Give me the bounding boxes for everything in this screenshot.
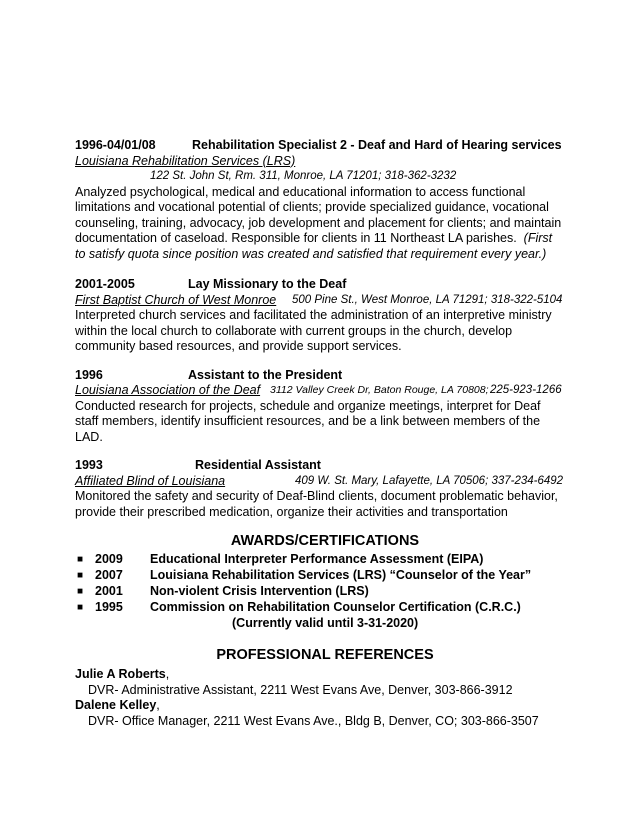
job-line: Analyzed psychological, medical and educational information to access functional (75, 184, 526, 199)
award-year: 2001 (95, 584, 123, 598)
award-text: Non-violent Crisis Intervention (LRS) (150, 584, 369, 598)
organization-name: Affiliated Blind of Louisiana (75, 473, 226, 488)
organization-name: Louisiana Association of the Deaf (75, 383, 261, 397)
job-org-address (75, 383, 575, 399)
job-line (75, 231, 575, 247)
job-line-text: documentation of caseload. Responsible for clients in 11 Northeast LA parishes. (75, 231, 517, 245)
job-org (75, 154, 575, 170)
job-org-address (75, 293, 575, 309)
award-text: Commission on Rehabilitation Counselor Certification (C.R.C.) (150, 600, 521, 614)
resume-page (75, 138, 575, 729)
award-item (75, 552, 575, 568)
reference-name: Julie A Roberts (75, 667, 166, 681)
square-bullet-icon: ■ (77, 602, 84, 613)
reference-detail: DVR- Administrative Assistant, 2211 West Evans Ave, Denver, 303-866-3912 (88, 682, 513, 697)
job-line: Conducted research for projects, schedule and organize meetings, interpret for Deaf (75, 398, 541, 413)
organization-address: 3112 Valley Creek Dr, Baton Rouge, LA 70808; (270, 384, 489, 396)
award-validity (75, 616, 575, 632)
reference-name-line (75, 698, 575, 714)
job-line: community based resources, and provide support services. (75, 339, 402, 353)
award-item (75, 600, 575, 616)
job-line: provide their prescribed medication, organize their activities and transportation (75, 504, 508, 519)
award-text: Educational Interpreter Performance Assessment (EIPA) (150, 552, 484, 566)
job-title: Rehabilitation Specialist 2 - Deaf and Hard of Hearing services (192, 138, 562, 152)
award-year: 2007 (95, 568, 123, 582)
job-date: 1996-04/01/08 (75, 138, 156, 152)
job-header (75, 277, 575, 293)
reference-detail: DVR- Office Manager, 2211 West Evans Ave., Bldg B, Denver, CO; 303-866-3507 (88, 713, 539, 728)
job-line: Interpreted church services and facilitated the administration of an interpretive ministry (75, 308, 552, 322)
job-line: LAD. (75, 429, 103, 444)
reference-separator: , (165, 667, 170, 681)
job-date: 1993 (75, 458, 103, 472)
square-bullet-icon: ■ (77, 570, 84, 581)
organization-address: 500 Pine St., West Monroe, LA 71291; 318-322-5104 (292, 293, 563, 306)
job-line: within the local church to collaborate with current groups in the church, develop (75, 323, 513, 338)
award-year: 2009 (95, 552, 123, 566)
square-bullet-icon: ■ (77, 586, 84, 597)
job-date: 1996 (75, 367, 103, 382)
award-year: 1995 (95, 600, 123, 614)
organization-name: First Baptist Church of West Monroe (75, 292, 277, 307)
job-title: Residential Assistant (195, 458, 321, 472)
job-title: Lay Missionary to the Deaf (188, 277, 347, 291)
job-note: (First (523, 231, 553, 245)
job-header (75, 458, 575, 474)
award-text: Louisiana Rehabilitation Services (LRS) “Counselor of the Year” (150, 568, 532, 582)
job-note-continued: to satisfy quota since position was created and satisfied that requirement every year.) (75, 246, 547, 261)
job-line: Monitored the safety and security of Deaf-Blind clients, document problematic behavior, (75, 489, 558, 503)
square-bullet-icon: ■ (77, 554, 84, 565)
job-header (75, 138, 575, 154)
job-date: 2001-2005 (75, 277, 135, 291)
organization-address: 122 St. John St, Rm. 311, Monroe, LA 71201; 318-362-3232 (150, 170, 457, 182)
organization-phone: 225-923-1266 (490, 384, 562, 396)
reference-name: Dalene Kelley (75, 698, 157, 712)
job-address (75, 169, 575, 185)
job-line: limitations and vocational potential of clients; provide specialized guidance, vocational (75, 200, 549, 214)
award-item (75, 568, 575, 584)
award-item (75, 584, 575, 600)
job-org-address (75, 474, 575, 490)
job-line: staff members, identify insufficient resources, and be a link between members of the (75, 414, 541, 428)
award-validity-text: (Currently valid until 3-31-2020) (232, 616, 419, 630)
organization-name: Louisiana Rehabilitation Services (LRS) (75, 153, 296, 168)
references-heading: PROFESSIONAL REFERENCES (216, 647, 434, 663)
awards-heading: AWARDS/CERTIFICATIONS (230, 533, 420, 549)
job-line: counseling, training, advocacy, job development and placement for clients; and maintain (75, 215, 562, 230)
organization-address: 409 W. St. Mary, Lafayette, LA 70506; 337-234-6492 (295, 474, 564, 487)
reference-separator: , (156, 698, 160, 712)
reference-name-line (75, 667, 575, 683)
job-header (75, 368, 575, 384)
job-title: Assistant to the President (188, 367, 343, 382)
